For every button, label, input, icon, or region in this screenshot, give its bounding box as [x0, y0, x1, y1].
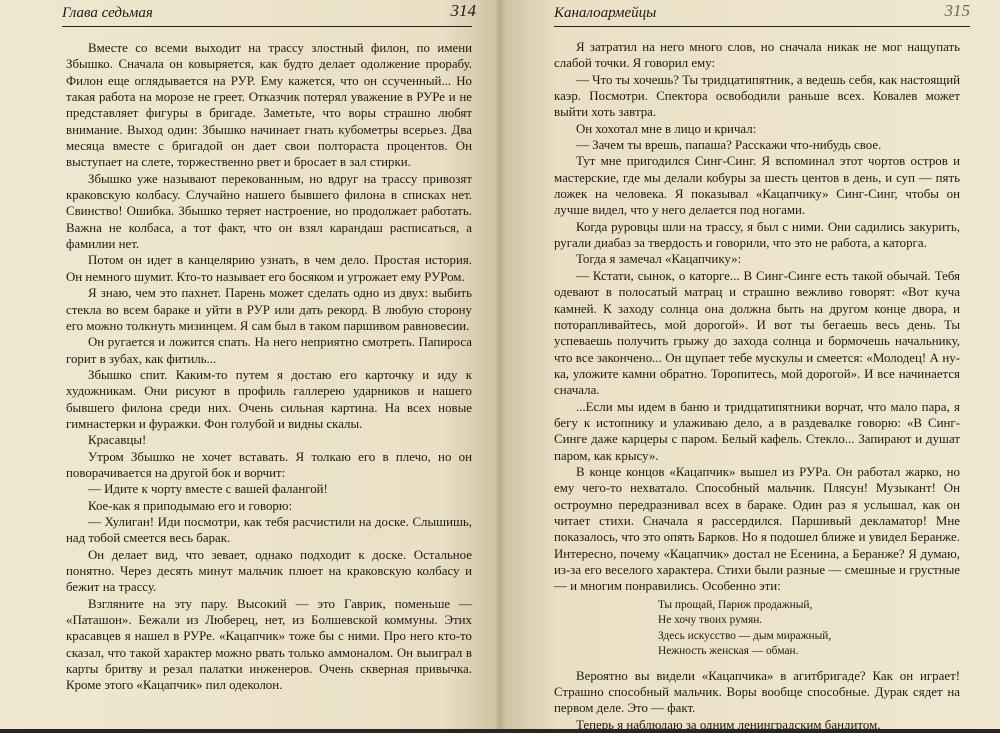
page-number-right: 315 [944, 1, 970, 20]
paragraph: Когда руровцы шли на трассу, я был с ними. Они садились закурить, ругали диабаз за твердость и говорили, что это не работа, а каторга. [554, 219, 960, 251]
paragraph: Утром Збышко не хочет вставать. Я толкаю его в плечо, но он поворачивается на другой бок и ворчит: [66, 449, 472, 480]
right-page [502, 0, 1000, 732]
paragraph: Я затратил на него много слов, но сначала никак не мог нащупать слабой точки. Я говорил ему: [554, 40, 960, 71]
paragraph: — Зачем ты врешь, папаша? Расскажи что-нибудь свое. [576, 138, 882, 153]
poem-line: Нежность женская — обман. [658, 645, 799, 658]
paragraph: Тут мне пригодился Синг-Синг. Я вспоминал этот чортов остров и мастерские, где мы делали кобуры за шесть центов в день, и суп — пять ложек на человека. Я показывал «Кацапчику» Синг-Синг, чтобы он лучше видел, что у него делается под ногами. [554, 154, 960, 218]
paragraph: Вместе со всеми выходит на трассу злостный филон, по имени Збышко. Сначала он ковыряется, как будто делает одолжение прорабу. Филон еще оглядывается на РУР. Ему кажется, что он ссученный... Но такая работа на морозе не греет. Отказчик потерял уважение в РУРе и не представляет фигуры в бригаде. Заметьте, что воры страшно любят внимание. Выход один: Збышко начинает гнать кубометры всерьез. Два месяца вместе с бригадой он дает свои полтораста процентов. Он выступает на слете, торжественно рвет и бросает в зал стирки. [66, 41, 472, 170]
paragraph: Збышко уже называют перекованным, но вдруг на трассу привозят краковскую колбасу. Случайно нашего бывшего филона в списках нет. Свинство! Ошибка. Збышко теряет настроение, но продолжает работать. Важна не колбаса, а тот факт, что он взял карандаш расписаться, а фамилии нет. [66, 171, 472, 252]
paragraph: — Идите к чорту вместе с вашей фалангой! [88, 482, 328, 497]
paragraph: Потом он идет в канцелярию узнать, в чем дело. Простая история. Он немного шумит. Кто-то называет его босяком и угрожает ему РУРом. [66, 253, 472, 284]
paragraph: Вероятно вы видели «Кацапчика» в агитбригаде? Как он играет! Страшно способный мальчик. Воры вообще способные. Дурак сядет на первом деле. Это — факт. [554, 668, 960, 716]
paragraph: — Что ты хочешь? Ты тридцатипятник, а ведешь себя, как настоящий каэр. Посмотри. Спектора освободили раньше всех. Ковалев может выйти хоть завтра. [554, 72, 960, 120]
left-page-text [66, 40, 472, 694]
paragraph: Збышко спит. Каким-то путем я достаю его карточку и иду к художникам. Они рисуют в профиль галлерею ударников и нашего бывшего филона среди них. Очень сильная картина. На всех новые гимнастерки и фуражки. Фон голубой и видны скалы. [66, 367, 472, 431]
poem-line: Ты прощай, Париж продажный, [658, 598, 813, 611]
paragraph: — Кстати, сынок, о каторге... В Синг-Синге есть такой обычай. Тебя одевают в полосатый матрац и страшно вежливо говорят: «Вот куча камней. К заходу солнца она должна быть на другом конце двора, и поторапливайтесь, мой дорогой». И вот ты бегаешь весь день. Ты успеваешь получить грыжу до захода солнца и бормочешь начальнику, что все закончено... Он щупает тебе мускулы и смеется: «Молодец! А ну-ка, уложите камни обратно. Торопитесь, мой дорогой». И все начинается сначала. [554, 268, 960, 398]
paragraph: Взгляните на эту пару. Высокий — это Гаврик, поменьше — «Паташон». Бежали из Люберец, нет, из Болшевской коммуны. Этих красавцев я нашел в РУРе. «Кацапчик» тоже бы с ними. Про него кто-то сказал, что такой характер можно рвать только аммоналом. Он выиграл в карты бритву и резал палатки инженеров. Очень скверная привычка. Кроме этого «Кацапчик» пил одеколон. [66, 596, 472, 693]
paragraph: Красавцы! [88, 433, 147, 448]
paragraph: Теперь я наблюдаю за одним ленинградским бандитом. [576, 717, 881, 732]
poem-stanza [658, 598, 960, 660]
page-number-left: 314 [450, 1, 476, 20]
paragraph: Тогда я замечал «Кацапчику»: [576, 252, 742, 267]
running-title: Каналоармейцы [554, 5, 657, 21]
paragraph: Он делает вид, что зевает, однако подходит к доске. Остальное понятно. Через десять минут мальчик плюет на краковскую колбасу и бежит на трассу. [66, 547, 472, 595]
right-page-text [554, 39, 960, 733]
paragraph: — Хулиган! Иди посмотри, как тебя расчистили на доске. Слышишь, над тобой смеется весь барак. [66, 514, 472, 546]
left-page [0, 0, 498, 729]
paragraph: Кое-как я приподымаю его и говорю: [88, 498, 293, 513]
paragraph: ...Если мы идем в баню и тридцатипятники ворчат, что мало пара, я бегу к истопнику и улаживаю дело, а в раздевалке говорю: «В Синг-Синге даже карцеры с паром. Белый кафель. Стекло... Запирают и душат паром, как крысу». [554, 399, 960, 463]
right-page-header [554, 0, 970, 27]
paragraph: Он хохотал мне в лицо и кричал: [576, 121, 757, 136]
left-page-header [62, 0, 476, 27]
poem-line: Здесь искусство — дым миражный, [658, 629, 832, 642]
paragraph: Я знаю, чем это пахнет. Парень может сделать одно из двух: выбить стекла во всем бараке и уйти в РУР или дать рекорд. В любую сторону его можно толкнуть мизинцем. Я сам был в таком паршивом равновесии. [66, 286, 472, 333]
chapter-title: Глава седьмая [62, 5, 153, 21]
paragraph: Он ругается и ложится спать. На него неприятно смотреть. Папироса горит в зубах, как фитиль... [66, 335, 472, 366]
poem-line: Не хочу твоих румян. [658, 614, 763, 627]
paragraph: В конце концов «Кацапчик» вышел из РУРа. Он работал жарко, но ему чего-то нехватало. Способный мальчик. Плясун! Музыкант! Он остроумно передразнивал всех в бараке. Один раз я услышал, как он читает стихи. Сначала я рассердился. Паршивый декламатор! Мне показалось, что это опять Барков. Но я подошел ближе и увидел Беранже. Интересно, почему «Кацапчик» достал не Есенина, а Беранже? Я думаю, из-за его веселого характера. Стихи были разные — смешные и грустные — и многим понравились. Особенно эти: [554, 464, 960, 594]
